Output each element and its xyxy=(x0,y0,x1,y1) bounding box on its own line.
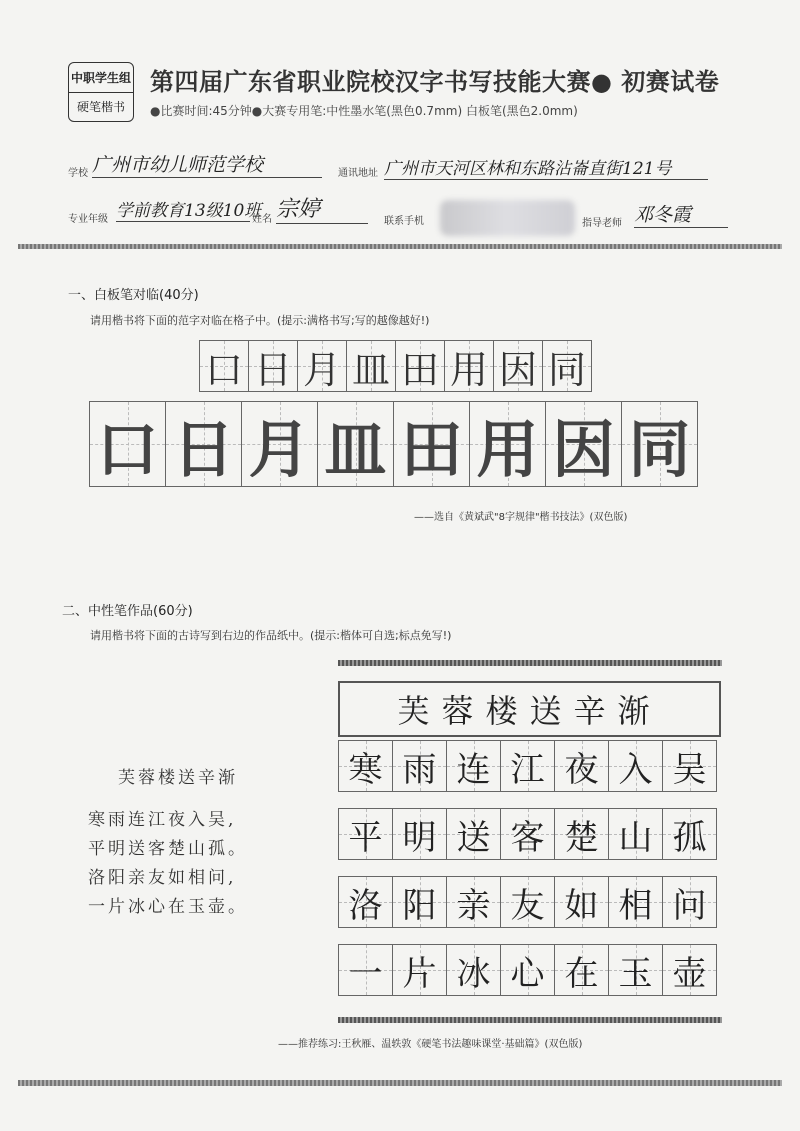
school-label: 学校 xyxy=(68,168,88,179)
work-char-cell-char: 玉 xyxy=(618,953,653,994)
practice-char-cell xyxy=(393,401,470,487)
practice-char-cell xyxy=(89,401,166,487)
work-char-cell-char: 明 xyxy=(402,817,437,858)
model-char-cell xyxy=(493,340,543,392)
work-char-cell-char: 孤 xyxy=(672,817,707,858)
work-paper-bottom-border xyxy=(338,1017,722,1023)
work-row xyxy=(339,876,717,928)
model-char-cell xyxy=(395,340,445,392)
category-badge xyxy=(68,62,134,122)
practice-char-cell-char: 用 xyxy=(476,412,539,486)
work-char-cell-char: 寒 xyxy=(348,749,383,790)
section1-instruction: 请用楷书将下面的范字对临在格子中。(提示:满格书写;写的越像越好!) xyxy=(90,314,430,327)
model-char-cell-char: 皿 xyxy=(351,347,390,392)
work-char-cell xyxy=(500,740,555,792)
header-divider xyxy=(18,244,782,249)
work-char-cell xyxy=(500,808,555,860)
work-char-cell xyxy=(608,740,663,792)
work-char-cell xyxy=(554,808,609,860)
work-char-cell xyxy=(392,808,447,860)
work-char-cell-char: 洛 xyxy=(348,885,383,926)
work-char-cell-char: 亲 xyxy=(456,885,491,926)
poem-line: 洛阳亲友如相问, xyxy=(88,868,237,888)
work-char-cell xyxy=(554,740,609,792)
practice-char-cell-char: 口 xyxy=(96,412,159,486)
work-char-cell xyxy=(446,944,501,996)
name-label: 姓名 xyxy=(252,214,272,225)
work-char-cell xyxy=(338,740,393,792)
poem-line: 一片冰心在玉壶。 xyxy=(88,897,248,917)
model-char-cell xyxy=(444,340,494,392)
work-char-cell-char: 江 xyxy=(510,749,545,790)
work-char-cell xyxy=(338,876,393,928)
model-char-cell-char: 因 xyxy=(498,347,537,392)
section2-instruction: 请用楷书将下面的古诗写到右边的作品纸中。(提示:楷体可自选;标点免写!) xyxy=(90,629,452,642)
work-char-cell xyxy=(338,808,393,860)
section2-source: ——推荐练习:王秋雁、温轶敦《硬笔书法趣味课堂·基础篇》(双色版) xyxy=(278,1039,583,1050)
practice-char-cell-char: 皿 xyxy=(324,412,387,486)
practice-char-cell xyxy=(545,401,622,487)
work-char-cell xyxy=(662,808,717,860)
practice-char-cell-char: 田 xyxy=(400,412,463,486)
work-char-cell xyxy=(446,740,501,792)
work-char-cell-char: 送 xyxy=(456,817,491,858)
work-char-cell xyxy=(392,944,447,996)
school-field[interactable]: 广州市幼儿师范学校 xyxy=(92,150,322,178)
address-label: 通讯地址 xyxy=(338,168,378,179)
model-char-cell-char: 口 xyxy=(204,347,243,392)
work-char-cell-char: 雨 xyxy=(402,749,437,790)
work-char-cell-char: 问 xyxy=(672,885,707,926)
work-char-cell xyxy=(608,876,663,928)
work-row xyxy=(339,740,717,792)
practice-char-cell xyxy=(317,401,394,487)
poem-line: 平明送客楚山孤。 xyxy=(88,839,248,859)
poem-title: 芙蓉楼送辛渐 xyxy=(118,768,238,788)
work-char-cell-char: 友 xyxy=(510,885,545,926)
page-title: 第四届广东省职业院校汉字书写技能大赛● 初赛试卷 xyxy=(150,68,720,96)
practice-char-cell-char: 同 xyxy=(628,412,691,486)
practice-char-cell-char: 日 xyxy=(172,412,235,486)
practice-char-cell xyxy=(165,401,242,487)
phone-field-redacted[interactable] xyxy=(440,200,575,236)
work-char-cell-char: 片 xyxy=(402,953,437,994)
poem-text xyxy=(88,806,248,922)
work-char-cell xyxy=(446,808,501,860)
practice-char-cell xyxy=(469,401,546,487)
model-char-cell-char: 日 xyxy=(253,347,292,392)
practice-char-cell-char: 因 xyxy=(552,412,615,486)
work-paper-grid[interactable] xyxy=(338,740,717,1012)
address-field[interactable]: 广州市天河区林和东路沾崙直街121号 xyxy=(384,154,708,180)
work-title: 芙蓉楼送辛渐 xyxy=(338,681,721,737)
work-char-cell xyxy=(392,876,447,928)
work-char-cell-char: 楚 xyxy=(564,817,599,858)
work-char-cell xyxy=(446,876,501,928)
work-char-cell xyxy=(500,876,555,928)
name-field[interactable]: 宗婷 xyxy=(276,192,368,224)
practice-char-cell xyxy=(241,401,318,487)
practice-char-cell-char: 月 xyxy=(248,412,311,486)
practice-char-grid[interactable] xyxy=(90,401,698,487)
work-char-cell xyxy=(608,808,663,860)
work-char-cell-char: 客 xyxy=(510,817,545,858)
work-char-cell xyxy=(608,944,663,996)
exam-rules: ●比赛时间:45分钟●大赛专用笔:中性墨水笔(黑色0.7mm) 白板笔(黑色2.0mm) xyxy=(150,104,578,118)
badge-group: 中职学生组 xyxy=(69,63,133,93)
work-char-cell-char: 壶 xyxy=(672,953,707,994)
model-char-cell xyxy=(542,340,592,392)
section1-source: ——选自《黄斌武"8字规律"楷书技法》(双色版) xyxy=(414,512,628,523)
badge-style: 硬笔楷书 xyxy=(76,100,125,115)
model-char-cell xyxy=(248,340,298,392)
model-char-cell xyxy=(297,340,347,392)
work-char-cell xyxy=(662,876,717,928)
work-char-cell xyxy=(392,740,447,792)
model-char-cell-char: 田 xyxy=(400,347,439,392)
work-char-cell xyxy=(554,876,609,928)
work-char-cell-char: 山 xyxy=(618,817,653,858)
work-char-cell-char: 阳 xyxy=(402,885,437,926)
work-paper-top-border xyxy=(338,660,722,666)
section2-heading: 二、中性笔作品(60分) xyxy=(62,604,193,619)
model-char-cell-char: 同 xyxy=(547,347,586,392)
section1-heading: 一、白板笔对临(40分) xyxy=(68,288,199,303)
work-char-cell xyxy=(500,944,555,996)
work-char-cell-char: 相 xyxy=(618,885,653,926)
work-char-cell xyxy=(554,944,609,996)
model-char-cell xyxy=(346,340,396,392)
work-char-cell-char: 夜 xyxy=(564,749,599,790)
model-char-cell xyxy=(199,340,249,392)
work-char-cell-char: 冰 xyxy=(456,953,491,994)
work-char-cell-char: 一 xyxy=(348,953,383,994)
work-char-cell-char: 平 xyxy=(348,817,383,858)
work-char-cell-char: 吴 xyxy=(672,749,707,790)
work-char-cell-char: 在 xyxy=(564,953,599,994)
work-char-cell xyxy=(662,740,717,792)
model-char-cell-char: 月 xyxy=(302,347,341,392)
work-char-cell-char: 连 xyxy=(456,749,491,790)
footer-divider xyxy=(18,1080,782,1086)
work-row xyxy=(339,944,717,996)
work-char-cell xyxy=(338,944,393,996)
work-char-cell xyxy=(662,944,717,996)
major-label: 专业年级 xyxy=(68,214,108,225)
teacher-label: 指导老师 xyxy=(582,218,622,229)
work-char-cell-char: 心 xyxy=(510,953,545,994)
major-field[interactable]: 学前教育13级10班 xyxy=(116,196,250,222)
model-char-cell-char: 用 xyxy=(449,347,488,392)
phone-label: 联系手机 xyxy=(384,216,424,227)
teacher-field[interactable]: 邓冬霞 xyxy=(634,200,728,228)
poem-line: 寒雨连江夜入吴, xyxy=(88,810,237,830)
work-char-cell-char: 如 xyxy=(564,885,599,926)
work-row xyxy=(339,808,717,860)
practice-char-cell xyxy=(621,401,698,487)
model-char-grid xyxy=(200,340,592,392)
work-char-cell-char: 入 xyxy=(618,749,653,790)
